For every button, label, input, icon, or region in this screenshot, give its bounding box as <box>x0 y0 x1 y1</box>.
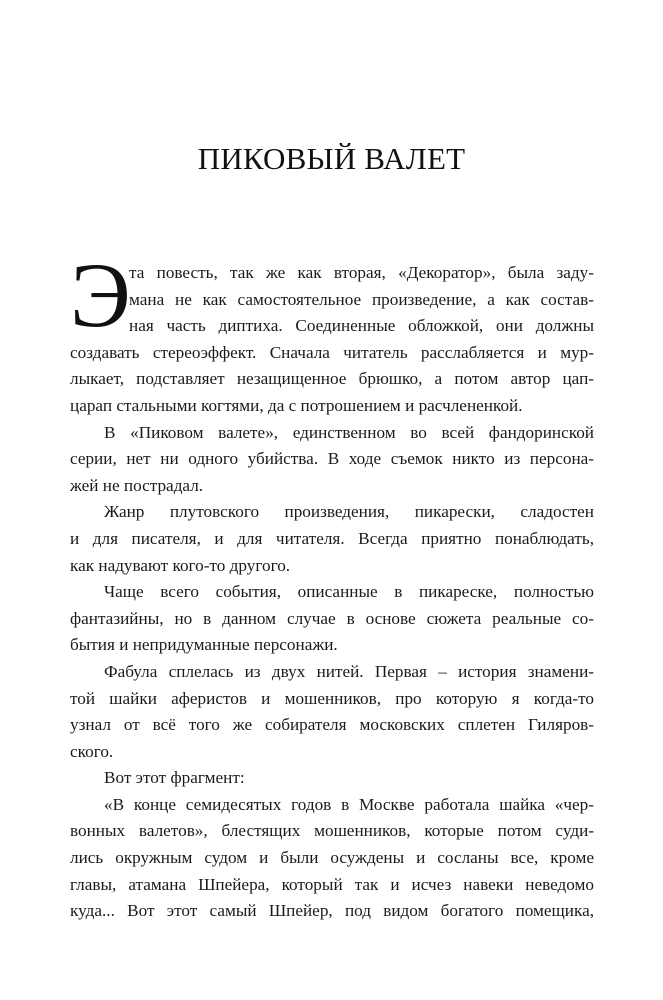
text-line: жей не пострадал. <box>70 475 204 495</box>
text-line: вонных валетов», блестящих мошенников, которые потом суди- <box>70 821 594 841</box>
drop-cap-letter: Э <box>70 244 131 346</box>
text-line: Чаще всего события, описанные в пикареске, полностью <box>104 582 594 602</box>
text-line: мана не как самостоятельное произведение, а как состав- <box>129 289 594 309</box>
text-line: Жанр плутовского произведения, пикарески, сладостен <box>104 502 594 522</box>
text-line: бытия и непридуманные персонажи. <box>70 635 338 655</box>
chapter-title: ПИКОВЫЙ ВАЛЕТ <box>197 141 466 176</box>
text-line: лыкает, подставляет незащищенное брюшко, а потом автор цап- <box>70 369 594 389</box>
text-line: Фабула сплелась из двух нитей. Первая – история знамени- <box>104 661 594 681</box>
text-line: куда... Вот этот самый Шпейер, под видом богатого помещика, <box>70 901 594 921</box>
text-line: царап стальными когтями, да с потрошением и расчлененкой. <box>70 395 523 415</box>
text-line: ского. <box>70 741 114 761</box>
text-line: лись окружным судом и были осуждены и сосланы все, кроме <box>70 848 594 868</box>
text-line: как надувают кого-то другого. <box>70 555 291 575</box>
text-line: Вот этот фрагмент: <box>104 768 245 788</box>
text-line: В «Пиковом валете», единственном во всей фандоринской <box>104 422 594 442</box>
body-text <box>70 260 594 925</box>
text-line: узнал от всё того же собирателя московских сплетен Гиляров- <box>70 715 594 735</box>
text-line: та повесть, так же как вторая, «Декоратор», была заду- <box>129 263 594 282</box>
text-line: серии, нет ни одного убийства. В ходе съемок никто из персона- <box>70 449 594 469</box>
text-line: главы, атамана Шпейера, который так и исчез навеки неведомо <box>70 874 594 894</box>
text-line: и для писателя, и для читателя. Всегда приятно понаблюдать, <box>70 528 594 548</box>
text-line: фантазийны, но в данном случае в основе сюжета реальные со- <box>70 608 594 628</box>
text-line: ная часть диптиха. Соединенные обложкой, они должны <box>129 316 594 336</box>
text-line: создавать стереоэффект. Сначала читатель расслабляется и мур- <box>70 342 594 362</box>
text-line: «В конце семидесятых годов в Москве работала шайка «чер- <box>104 794 594 814</box>
text-line: той шайки аферистов и мошенников, про которую я когда-то <box>70 688 594 708</box>
